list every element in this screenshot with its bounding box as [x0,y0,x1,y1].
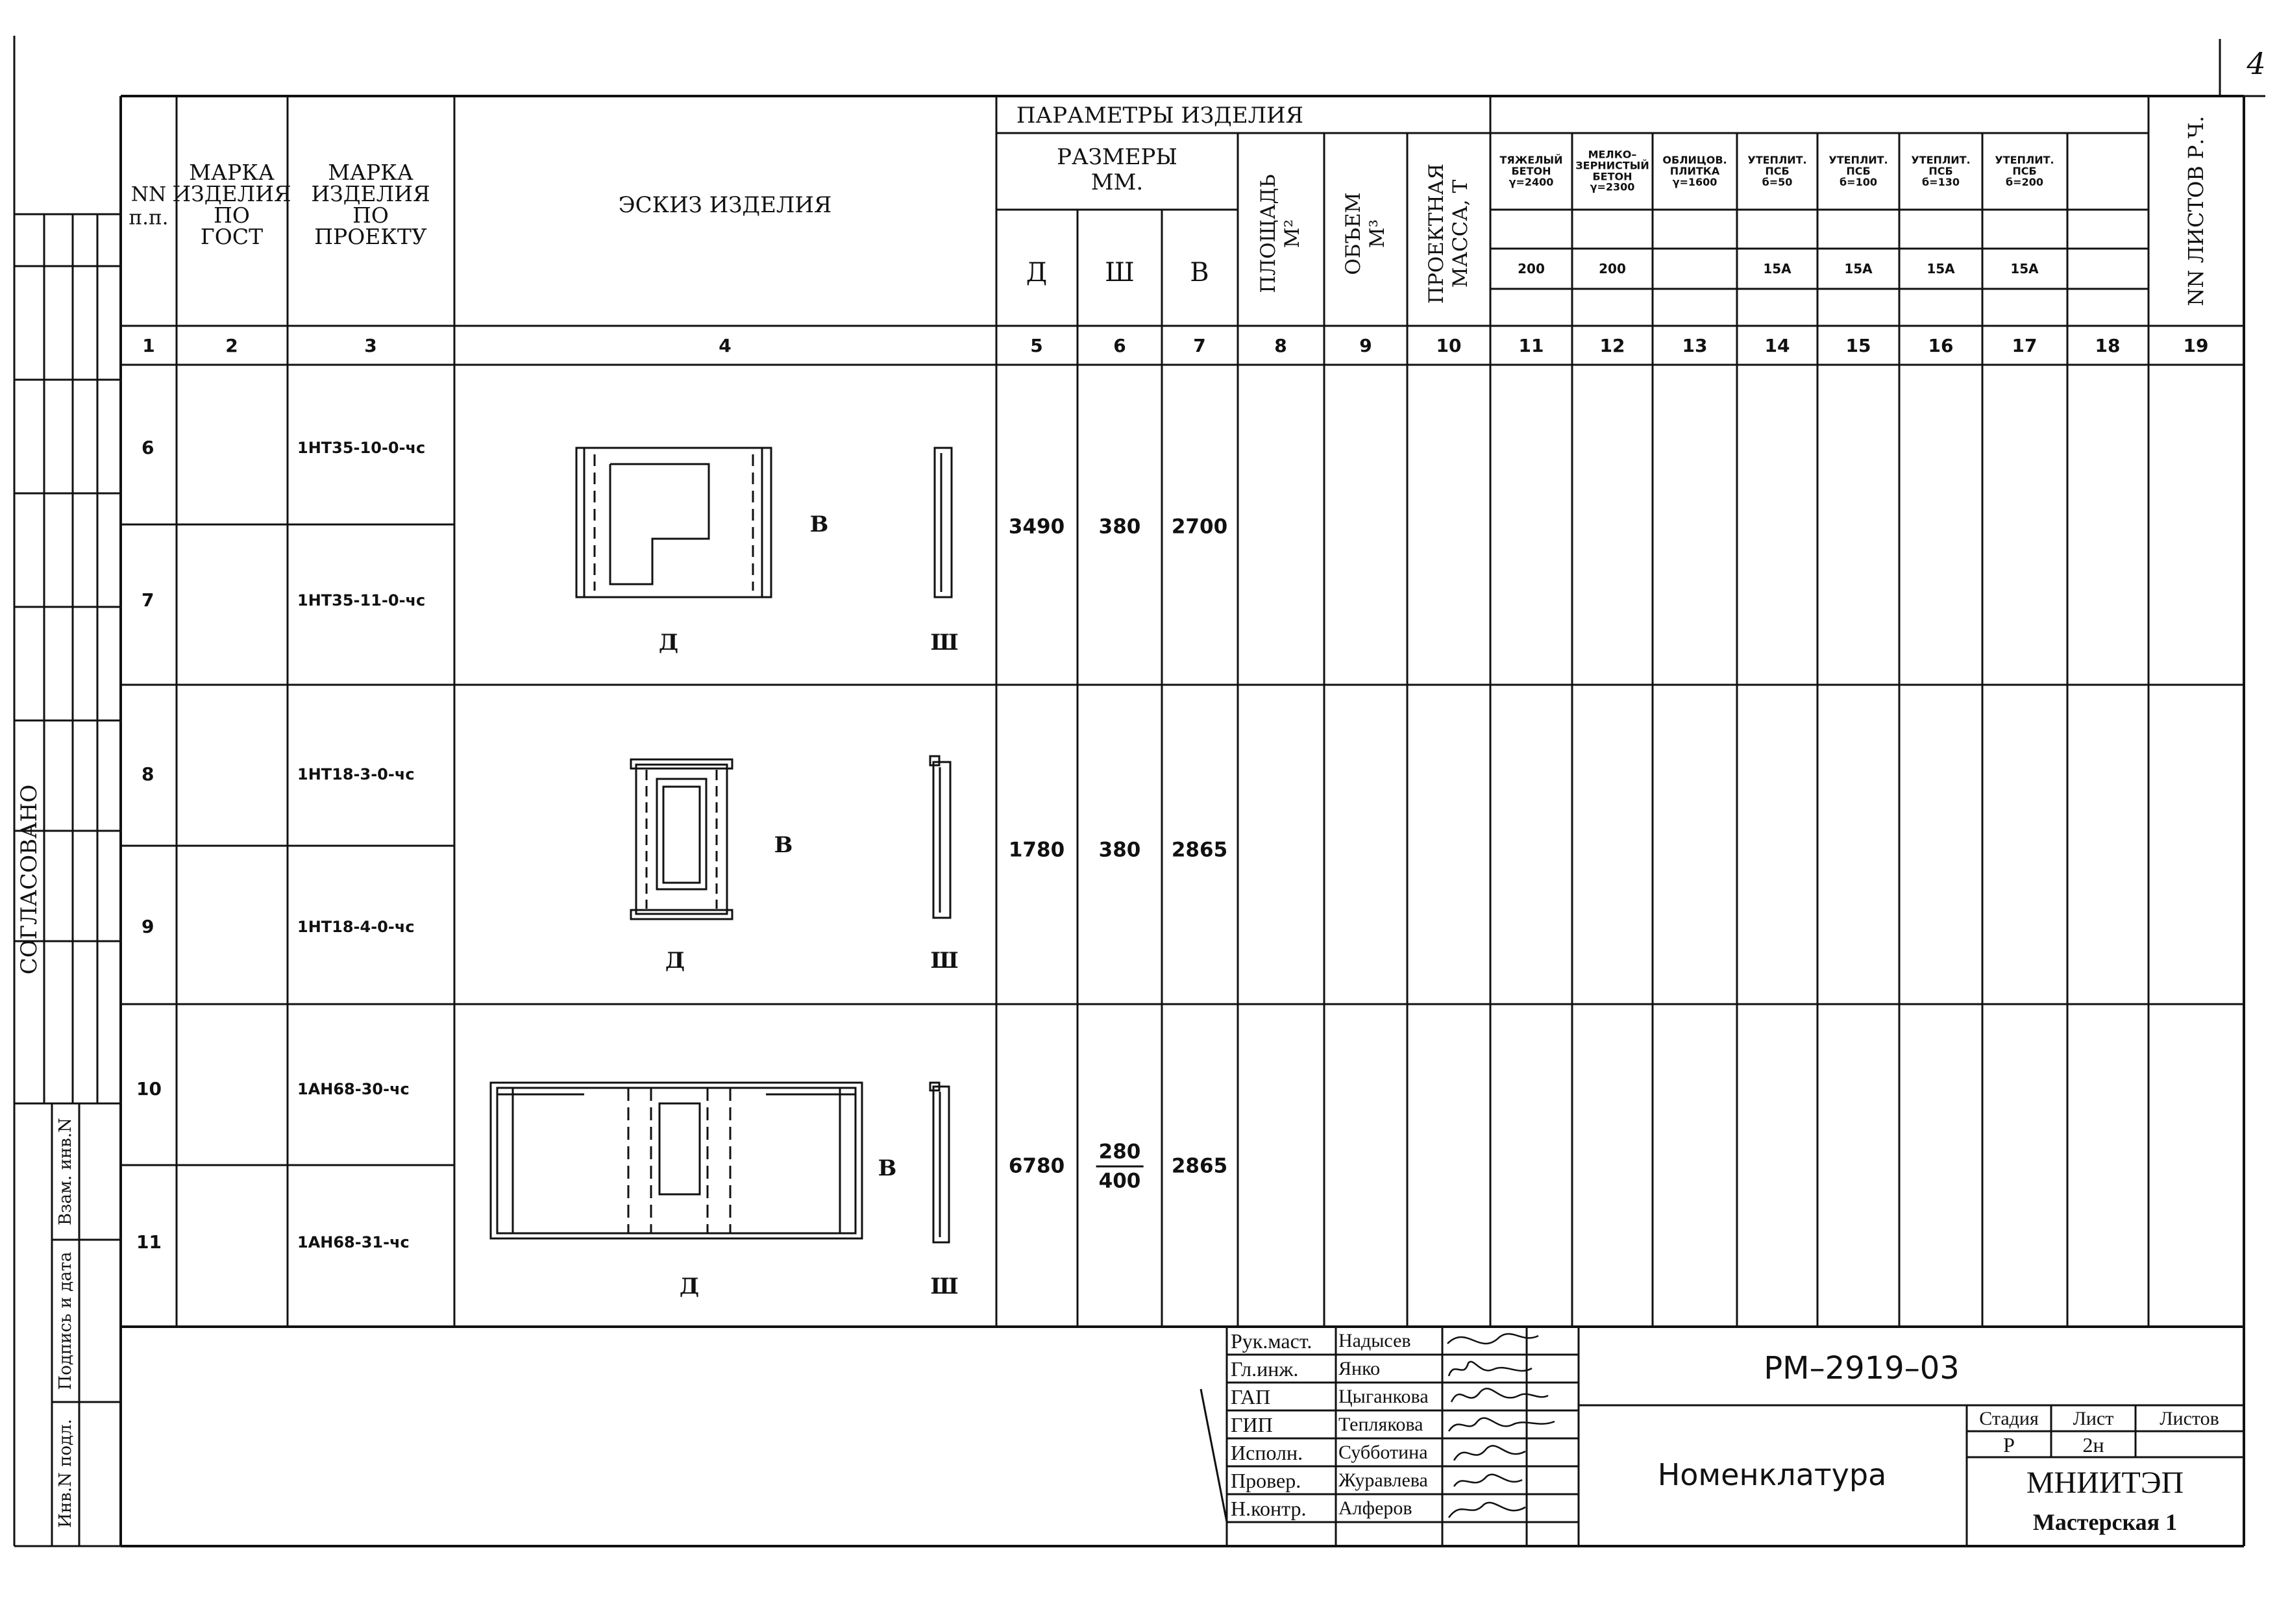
workshop-name: Мастерская 1 [2032,1509,2178,1535]
sketch-panel-an68 [491,1083,862,1238]
sketch-label-sh: Ш [930,630,959,656]
header-dim-d: Д [1026,258,1048,288]
document-title: Номенклатура [1657,1457,1887,1492]
column-number: 10 [1436,335,1462,356]
sketch-section-nt35 [935,448,952,597]
header-mark-gost: МАРКА ИЗДЕЛИЯ ПО ГОСТ [172,160,291,249]
column-number: 18 [2095,335,2121,356]
product-mark: 1НТ18-3-0-чс [297,765,415,783]
signatures [1447,1334,1555,1518]
header-mass: ПРОЕКТНАЯ МАССА, Т [1424,163,1472,304]
column-number: 4 [719,335,732,356]
header-dim-v: В [1190,258,1209,288]
column-number: 14 [1764,335,1790,356]
person-name: Теплякова [1338,1414,1423,1435]
row-number: 11 [136,1231,162,1253]
role-label: Провер. [1231,1469,1301,1492]
header-sizes: РАЗМЕРЫ ММ. [1057,143,1177,195]
material-fine-concrete-value: 200 [1599,261,1626,277]
row-number: 9 [142,916,154,937]
material-heavy-concrete: ТЯЖЕЛЫЙ БЕТОН γ=2400 [1499,153,1563,188]
product-mark: 1НТ35-11-0-чс [297,591,426,609]
dimension-length: 6780 [1008,1154,1065,1178]
material-insulation-50-value: 15А [1763,261,1791,277]
header-nn: NN п.п. [129,182,169,229]
product-mark: 1АН68-30-чс [297,1080,410,1098]
column-number: 2 [225,335,238,356]
sketch-label-sh: Ш [930,948,959,974]
column-number: 19 [2183,335,2209,356]
row-number: 6 [142,437,154,458]
sketch-label-d: Д [679,1273,700,1299]
product-mark: 1АН68-31-чс [297,1233,410,1251]
role-label: Рук.маст. [1231,1329,1312,1353]
table-frame [121,96,2244,1546]
header-volume: ОБЪЕМ М³ [1341,192,1389,275]
material-heavy-concrete-value: 200 [1518,261,1545,277]
column-number: 11 [1518,335,1544,356]
material-insulation-130: УТЕПЛИТ. ПСБ б=130 [1911,153,1971,188]
dimension-width-bottom: 400 [1098,1169,1141,1193]
sketch-section-nt18 [930,756,950,918]
document-code: РМ–2919–03 [1764,1350,1960,1386]
dimension-width: 380 [1098,838,1141,862]
row-number: 7 [142,589,154,611]
organization-name: МНИИТЭП [2026,1466,2184,1500]
side-stamp-inv-original: Инв.N подл. [56,1419,75,1528]
dimension-length: 1780 [1008,838,1065,862]
material-insulation-100-value: 15А [1844,261,1873,277]
person-name: Цыганкова [1338,1386,1429,1407]
dimension-width: 380 [1098,515,1141,539]
side-stamp-signature-date: Подпись и дата [56,1251,75,1390]
header-grid [121,133,2244,1165]
stage-value: Р [2003,1433,2015,1457]
person-name: Надысев [1338,1330,1411,1351]
dimension-height: 2865 [1171,838,1228,862]
column-number: 7 [1193,335,1206,356]
role-label: Н.контр. [1231,1497,1307,1520]
header-sheets: NN ЛИСТОВ Р.Ч. [2184,116,2208,306]
column-number: 12 [1599,335,1625,356]
column-number: 16 [1928,335,1954,356]
sketch-panel-nt35 [576,448,771,597]
sketch-section-an68 [930,1083,949,1242]
person-name: Субботина [1338,1442,1428,1463]
column-number: 1 [142,335,155,356]
sketch-label-v: В [878,1155,897,1181]
header-area: ПЛОЩАДЬ М² [1256,174,1304,293]
row-number: 8 [142,763,154,785]
material-insulation-200-value: 15А [2010,261,2039,277]
stage-label: Стадия [1979,1408,2039,1429]
sketch-label-v: В [809,511,829,537]
header-dim-sh: Ш [1105,258,1135,288]
role-label: ГАП [1231,1385,1271,1409]
column-number: 3 [364,335,377,356]
material-facing-tile: ОБЛИЦОВ. ПЛИТКА γ=1600 [1662,153,1727,188]
row-number: 10 [136,1078,162,1100]
sheet-value: 2н [2082,1433,2104,1457]
product-mark: 1НТ18-4-0-чс [297,918,415,936]
person-name: Алферов [1338,1497,1412,1519]
page-number: 4 [2247,46,2266,81]
dimension-width-fraction [1096,1140,1144,1193]
material-insulation-200: УТЕПЛИТ. ПСБ б=200 [1995,153,2054,188]
product-mark: 1НТ35-10-0-чс [297,439,426,457]
side-stamp-agreed: СОГЛАСОВАНО [16,784,42,975]
column-number: 17 [2012,335,2038,356]
role-label: ГИП [1231,1413,1273,1436]
sketch-panel-nt18 [631,759,732,919]
material-fine-concrete: МЕЛКО– ЗЕРНИСТЫЙ БЕТОН γ=2300 [1575,148,1649,193]
sheet-label: Лист [2073,1408,2114,1429]
dimension-length: 3490 [1008,515,1065,539]
material-insulation-130-value: 15А [1927,261,1955,277]
sketch-label-sh: Ш [930,1273,959,1299]
sketch-label-d: Д [665,948,685,974]
column-number: 5 [1030,335,1043,356]
column-number: 9 [1359,335,1372,356]
side-stamp-replace-inv: Взам. инв.N [56,1118,75,1225]
column-grid [177,96,2148,1327]
sheets-label: Листов [2160,1408,2219,1429]
column-number: 15 [1845,335,1871,356]
header-mark-project: МАРКА ИЗДЕЛИЯ ПО ПРОЕКТУ [311,160,430,249]
column-number: 6 [1113,335,1126,356]
role-label: Исполн. [1231,1441,1303,1464]
person-name: Журавлева [1338,1470,1428,1491]
column-number: 8 [1274,335,1287,356]
header-sketch: ЭСКИЗ ИЗДЕЛИЯ [618,192,832,218]
dimension-height: 2700 [1171,515,1228,539]
sketch-label-d: Д [658,630,679,656]
person-name: Янко [1338,1358,1381,1379]
column-number: 13 [1682,335,1708,356]
dimension-height: 2865 [1171,1154,1228,1178]
sketch-label-v: В [774,832,793,858]
role-label: Гл.инж. [1231,1357,1299,1381]
material-insulation-50: УТЕПЛИТ. ПСБ б=50 [1747,153,1807,188]
dimension-width-top: 280 [1096,1140,1144,1168]
material-insulation-100: УТЕПЛИТ. ПСБ б=100 [1828,153,1888,188]
header-params: ПАРАМЕТРЫ ИЗДЕЛИЯ [1016,103,1304,129]
